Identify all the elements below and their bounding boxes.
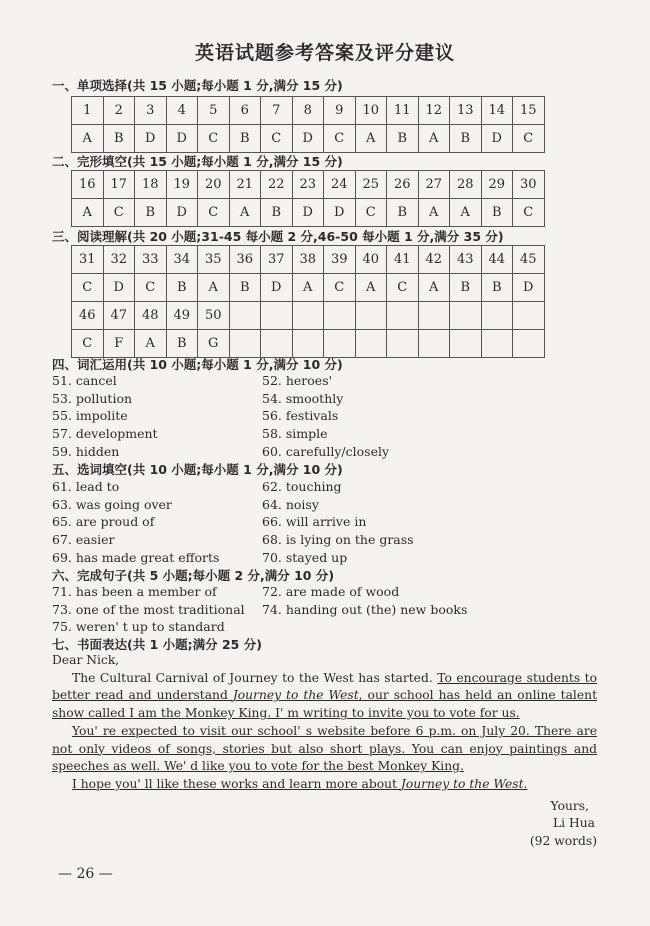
table-cell: C (513, 125, 545, 153)
table-cell: 4 (166, 97, 198, 125)
table-cell: 48 (135, 302, 167, 330)
table-cell: 24 (324, 171, 356, 199)
table-cell: 16 (72, 171, 104, 199)
table-cell: 40 (355, 246, 387, 274)
table-cell (513, 302, 545, 330)
table-cell: C (103, 199, 135, 227)
table-cell: 38 (292, 246, 324, 274)
answer-text: 60. carefully/closely (262, 443, 390, 459)
answer-text: 58. simple (262, 426, 328, 442)
table-row (72, 302, 545, 330)
table-cell: D (166, 199, 198, 227)
list-item (52, 531, 612, 549)
table-row (72, 274, 545, 302)
table-cell: A (418, 199, 450, 227)
table-cell: 11 (387, 97, 419, 125)
table-cell: B (261, 199, 293, 227)
table-cell: 23 (292, 171, 324, 199)
table-cell: 29 (481, 171, 513, 199)
table-cell: 22 (261, 171, 293, 199)
section-6-heading: 六、完成句子(共 5 小题;每小题 2 分,满分 10 分) (52, 568, 335, 583)
table-cell: D (261, 274, 293, 302)
table-cell: 39 (324, 246, 356, 274)
table-cell: 34 (166, 246, 198, 274)
table-cell (418, 330, 450, 358)
table-cell: 8 (292, 97, 324, 125)
table-cell: 21 (229, 171, 261, 199)
table-cell (387, 330, 419, 358)
answer-text: 73. one of the most traditional (52, 601, 245, 617)
answer-text: 59. hidden (52, 443, 120, 459)
letter-paragraph-2: You' re expected to visit our school' s website before 6 p.m. on July 20. There are not only videos of songs, stories but also short plays. You can enjoy paintings and speeches as well. We' d like you to vote for the best Monkey King. (52, 723, 597, 774)
list-item (52, 372, 612, 390)
answer-text: 75. weren' t up to standard (52, 619, 225, 635)
table-cell (292, 330, 324, 358)
table-cell: G (198, 330, 230, 358)
table-cell: 47 (103, 302, 135, 330)
table-cell (387, 302, 419, 330)
list-item (52, 513, 612, 531)
table-cell: 3 (135, 97, 167, 125)
table-cell: C (72, 330, 104, 358)
table-cell: C (261, 125, 293, 153)
table-cell: 46 (72, 302, 104, 330)
table-cell: B (387, 199, 419, 227)
table-cell: A (72, 199, 104, 227)
table-cell: 5 (198, 97, 230, 125)
table-cell: D (292, 125, 324, 153)
table-cell: 32 (103, 246, 135, 274)
answer-table-3 (71, 245, 545, 358)
answer-text: 66. will arrive in (262, 514, 367, 530)
table-row (72, 125, 545, 153)
list-item (52, 425, 612, 443)
answer-text: 62. touching (262, 479, 342, 494)
list-item (52, 478, 612, 496)
table-cell: 31 (72, 246, 104, 274)
list-item (52, 618, 612, 636)
answer-text: 55. impolite (52, 408, 128, 424)
table-cell (418, 302, 450, 330)
table-cell: A (355, 274, 387, 302)
table-cell (355, 330, 387, 358)
answer-text: 53. pollution (52, 390, 133, 406)
table-cell: D (103, 274, 135, 302)
table-cell (229, 330, 261, 358)
table-cell (229, 302, 261, 330)
table-cell: A (72, 125, 104, 153)
answer-text: 54. smoothly (262, 390, 344, 406)
section-1-heading: 一、单项选择(共 15 小题;每小题 1 分,满分 15 分) (52, 78, 343, 93)
page-number: — 26 — (58, 866, 113, 882)
table-cell: A (198, 274, 230, 302)
table-cell: 1 (72, 97, 104, 125)
letter-signature: Li Hua (553, 816, 595, 831)
answer-table-2 (71, 170, 545, 227)
answer-text: 65. are proud of (52, 514, 155, 530)
word-count: (92 words) (529, 834, 597, 849)
table-cell: A (229, 199, 261, 227)
list-item (52, 583, 612, 601)
table-cell: B (481, 274, 513, 302)
table-cell: B (103, 125, 135, 153)
answer-text: 63. was going over (52, 496, 172, 512)
answer-text: 71. has been a member of (52, 584, 217, 599)
answer-text: 74. handing out (the) new books (262, 601, 468, 617)
answer-text: 51. cancel (52, 373, 117, 388)
list-item (52, 601, 612, 619)
table-cell: D (324, 199, 356, 227)
table-cell: 28 (450, 171, 482, 199)
table-cell: A (418, 274, 450, 302)
table-cell: 9 (324, 97, 356, 125)
answer-text: 61. lead to (52, 479, 120, 494)
section-5-heading: 五、选词填空(共 10 小题;每小题 1 分,满分 10 分) (52, 462, 343, 477)
table-cell: B (229, 125, 261, 153)
table-cell: 35 (198, 246, 230, 274)
answer-text: 70. stayed up (262, 549, 348, 565)
table-cell: A (418, 125, 450, 153)
table-cell (450, 302, 482, 330)
table-cell: 14 (481, 97, 513, 125)
list-item (52, 407, 612, 425)
table-cell: 41 (387, 246, 419, 274)
table-cell: A (135, 330, 167, 358)
table-row (72, 97, 545, 125)
table-cell: B (481, 199, 513, 227)
table-row (72, 171, 545, 199)
table-cell (324, 302, 356, 330)
answer-text: 56. festivals (262, 408, 339, 424)
table-row (72, 330, 545, 358)
letter-paragraph-1: The Cultural Carnival of Journey to the West has started. To encourage students to better read and understand Journey to the West, our school has held an online talent show called I am the Monkey King. I' m writing to invite you to vote for us. (52, 670, 598, 721)
letter-greeting: Dear Nick, (52, 653, 120, 667)
table-cell: 42 (418, 246, 450, 274)
table-cell: 45 (513, 246, 545, 274)
vocab-list (52, 372, 612, 461)
table-cell: 7 (261, 97, 293, 125)
table-cell: 44 (481, 246, 513, 274)
table-cell: B (135, 199, 167, 227)
table-cell: B (450, 274, 482, 302)
table-cell: A (450, 199, 482, 227)
table-cell: B (166, 330, 198, 358)
table-cell: F (103, 330, 135, 358)
table-cell: 36 (229, 246, 261, 274)
table-cell: C (324, 274, 356, 302)
list-item (52, 549, 612, 567)
table-cell: 49 (166, 302, 198, 330)
section-2-heading: 二、完形填空(共 15 小题;每小题 1 分,满分 15 分) (52, 154, 343, 169)
table-cell (261, 302, 293, 330)
table-cell: A (355, 125, 387, 153)
fill-list (52, 478, 612, 567)
table-row (72, 199, 545, 227)
table-cell: C (198, 125, 230, 153)
table-cell: C (324, 125, 356, 153)
table-cell (292, 302, 324, 330)
table-cell: 37 (261, 246, 293, 274)
table-cell: 27 (418, 171, 450, 199)
answer-table-1 (71, 96, 545, 153)
answer-text: 64. noisy (262, 496, 319, 512)
section-7-heading: 七、书面表达(共 1 小题;满分 25 分) (52, 637, 262, 652)
table-cell: 15 (513, 97, 545, 125)
table-cell: 12 (418, 97, 450, 125)
section-4-heading: 四、词汇运用(共 10 小题;每小题 1 分,满分 10 分) (52, 357, 343, 372)
answer-text: 72. are made of wood (262, 584, 400, 599)
list-item (52, 390, 612, 408)
table-cell (450, 330, 482, 358)
table-cell: C (135, 274, 167, 302)
letter (52, 652, 597, 851)
table-cell: 18 (135, 171, 167, 199)
table-cell: C (198, 199, 230, 227)
answer-text: 68. is lying on the grass (262, 532, 414, 548)
table-cell: D (166, 125, 198, 153)
letter-paragraph-3: I hope you' ll like these works and learn more about Journey to the West. (72, 776, 528, 791)
table-cell: 33 (135, 246, 167, 274)
table-cell: 30 (513, 171, 545, 199)
letter-closing: Yours, (550, 798, 589, 813)
table-cell: 17 (103, 171, 135, 199)
table-row (72, 246, 545, 274)
table-cell (481, 302, 513, 330)
table-cell (324, 330, 356, 358)
list-item (52, 443, 612, 461)
table-cell: C (513, 199, 545, 227)
table-cell: A (292, 274, 324, 302)
table-cell: 10 (355, 97, 387, 125)
table-cell: B (387, 125, 419, 153)
table-cell (513, 330, 545, 358)
answer-text: 67. easier (52, 532, 115, 548)
table-cell: 6 (229, 97, 261, 125)
table-cell: B (450, 125, 482, 153)
table-cell: C (387, 274, 419, 302)
page-title: 英语试题参考答案及评分建议 (194, 42, 455, 64)
table-cell: 50 (198, 302, 230, 330)
table-cell: 19 (166, 171, 198, 199)
table-cell: 20 (198, 171, 230, 199)
list-item (52, 496, 612, 514)
table-cell: B (229, 274, 261, 302)
table-cell: D (481, 125, 513, 153)
table-cell: D (513, 274, 545, 302)
table-cell: C (72, 274, 104, 302)
answer-text: 52. heroes' (262, 373, 333, 388)
table-cell: D (135, 125, 167, 153)
answer-text: 69. has made great efforts (52, 549, 220, 565)
table-cell (355, 302, 387, 330)
table-cell (261, 330, 293, 358)
table-cell: 26 (387, 171, 419, 199)
table-cell: 25 (355, 171, 387, 199)
table-cell (481, 330, 513, 358)
table-cell: D (292, 199, 324, 227)
table-cell: B (166, 274, 198, 302)
section-3-heading: 三、阅读理解(共 20 小题;31-45 每小题 2 分,46-50 每小题 1 分,满分 35 分) (52, 229, 504, 244)
answer-text: 57. development (52, 426, 158, 442)
table-cell: C (355, 199, 387, 227)
table-cell: 13 (450, 97, 482, 125)
table-cell: 2 (103, 97, 135, 125)
sentence-list (52, 583, 612, 636)
table-cell: 43 (450, 246, 482, 274)
